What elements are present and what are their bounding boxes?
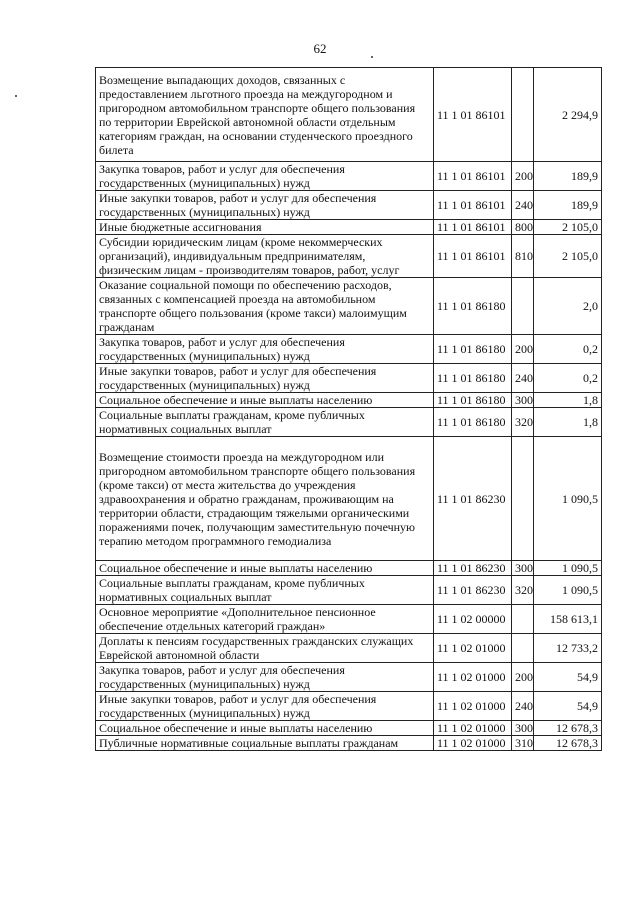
budget-item-name: Оказание социальной помощи по обеспечению расходов, связанных с компенсацией проезда на автомобильном транспорте общего пользования (кроме такси) малоимущим гражданам (96, 278, 434, 335)
budget-item-name: Социальные выплаты гражданам, кроме публичных нормативных социальных выплат (96, 576, 434, 605)
budget-item-amount: 12 678,3 (534, 736, 602, 751)
budget-item-amount: 158 613,1 (534, 605, 602, 634)
table-row (96, 692, 602, 721)
budget-item-code: 11 1 01 86180 (434, 278, 512, 335)
table-row (96, 235, 602, 278)
budget-item-expense-type: 320 (512, 408, 534, 437)
budget-item-amount: 2 105,0 (534, 235, 602, 278)
budget-item-name: Социальное обеспечение и иные выплаты населению (96, 393, 434, 408)
scan-speck (15, 95, 17, 97)
budget-item-name: Иные закупки товаров, работ и услуг для обеспечения государственных (муниципальных) нужд (96, 364, 434, 393)
budget-item-expense-type: 310 (512, 736, 534, 751)
budget-item-code: 11 1 01 86180 (434, 335, 512, 364)
table-row (96, 576, 602, 605)
budget-item-code: 11 1 01 86230 (434, 576, 512, 605)
table-row (96, 278, 602, 335)
budget-item-amount: 12 733,2 (534, 634, 602, 663)
budget-item-code: 11 1 01 86230 (434, 561, 512, 576)
table-row (96, 736, 602, 751)
scan-speck (371, 56, 373, 58)
budget-item-code: 11 1 02 00000 (434, 605, 512, 634)
budget-item-expense-type: 240 (512, 364, 534, 393)
budget-item-code: 11 1 01 86101 (434, 162, 512, 191)
table-row (96, 437, 602, 561)
budget-item-name: Доплаты к пенсиям государственных гражданских служащих Еврейской автономной области (96, 634, 434, 663)
budget-item-expense-type: 240 (512, 692, 534, 721)
budget-item-amount: 54,9 (534, 663, 602, 692)
budget-item-amount: 12 678,3 (534, 721, 602, 736)
budget-item-amount: 1 090,5 (534, 576, 602, 605)
budget-item-code: 11 1 01 86180 (434, 393, 512, 408)
table-row (96, 393, 602, 408)
budget-item-expense-type (512, 278, 534, 335)
budget-item-expense-type: 240 (512, 191, 534, 220)
budget-item-amount: 1 090,5 (534, 561, 602, 576)
budget-item-code: 11 1 01 86101 (434, 191, 512, 220)
budget-item-expense-type: 200 (512, 162, 534, 191)
budget-item-amount: 1,8 (534, 408, 602, 437)
budget-table-body (96, 68, 602, 751)
budget-item-amount: 54,9 (534, 692, 602, 721)
table-row (96, 721, 602, 736)
budget-item-name: Закупка товаров, работ и услуг для обеспечения государственных (муниципальных) нужд (96, 663, 434, 692)
budget-item-code: 11 1 02 01000 (434, 692, 512, 721)
budget-item-expense-type: 200 (512, 335, 534, 364)
budget-item-code: 11 1 02 01000 (434, 663, 512, 692)
budget-item-expense-type: 300 (512, 721, 534, 736)
table-row (96, 191, 602, 220)
budget-item-name: Основное мероприятие «Дополнительное пенсионное обеспечение отдельных категорий граждан» (96, 605, 434, 634)
page-number: 62 (313, 41, 327, 56)
budget-item-code: 11 1 01 86101 (434, 68, 512, 162)
budget-item-amount: 2,0 (534, 278, 602, 335)
budget-item-expense-type (512, 634, 534, 663)
budget-item-name: Закупка товаров, работ и услуг для обеспечения государственных (муниципальных) нужд (96, 335, 434, 364)
table-row (96, 162, 602, 191)
budget-item-expense-type: 300 (512, 561, 534, 576)
budget-item-name: Иные бюджетные ассигнования (96, 220, 434, 235)
table-row (96, 561, 602, 576)
table-row (96, 408, 602, 437)
budget-item-name: Социальное обеспечение и иные выплаты населению (96, 721, 434, 736)
budget-item-expense-type: 810 (512, 235, 534, 278)
budget-item-code: 11 1 01 86180 (434, 364, 512, 393)
budget-item-expense-type (512, 605, 534, 634)
budget-item-expense-type: 320 (512, 576, 534, 605)
budget-table (95, 67, 602, 751)
budget-item-expense-type (512, 68, 534, 162)
budget-item-amount: 189,9 (534, 162, 602, 191)
budget-item-amount: 2 105,0 (534, 220, 602, 235)
budget-item-expense-type: 200 (512, 663, 534, 692)
budget-item-name: Публичные нормативные социальные выплаты гражданам (96, 736, 434, 751)
budget-item-name: Закупка товаров, работ и услуг для обеспечения государственных (муниципальных) нужд (96, 162, 434, 191)
budget-item-name: Социальное обеспечение и иные выплаты населению (96, 561, 434, 576)
budget-item-amount: 0,2 (534, 364, 602, 393)
budget-item-name: Иные закупки товаров, работ и услуг для обеспечения государственных (муниципальных) нужд (96, 191, 434, 220)
budget-item-expense-type (512, 437, 534, 561)
budget-item-expense-type: 300 (512, 393, 534, 408)
budget-item-name: Возмещение выпадающих доходов, связанных с предоставлением льготного проезда на междугородном и пригородном автомобильном транспорте общего пользования по территории Еврейской автономной области отдельным категориям граждан, на основании студенческого проездного билета (96, 68, 434, 162)
table-row (96, 605, 602, 634)
budget-item-name: Иные закупки товаров, работ и услуг для обеспечения государственных (муниципальных) нужд (96, 692, 434, 721)
budget-item-code: 11 1 02 01000 (434, 721, 512, 736)
budget-item-name: Субсидии юридическим лицам (кроме некоммерческих организаций), индивидуальным предпринимателям, физическим лицам - производителям товаров, работ, услуг (96, 235, 434, 278)
budget-item-expense-type: 800 (512, 220, 534, 235)
table-row (96, 220, 602, 235)
table-row (96, 364, 602, 393)
budget-item-amount: 2 294,9 (534, 68, 602, 162)
table-row (96, 68, 602, 162)
budget-item-code: 11 1 01 86180 (434, 408, 512, 437)
budget-item-code: 11 1 01 86230 (434, 437, 512, 561)
budget-item-code: 11 1 01 86101 (434, 235, 512, 278)
budget-item-code: 11 1 02 01000 (434, 634, 512, 663)
budget-item-amount: 0,2 (534, 335, 602, 364)
budget-item-amount: 189,9 (534, 191, 602, 220)
budget-item-name: Социальные выплаты гражданам, кроме публичных нормативных социальных выплат (96, 408, 434, 437)
budget-item-name: Возмещение стоимости проезда на междугородном или пригородном автомобильном транспорте общего пользования (кроме такси) от места жительства до учреждения здравоохранения и обратно гражданам, проживающим на территории области, страдающим тяжелыми органическими поражениями почек, получающим заместительную почечную терапию методом программного гемодиализа (96, 437, 434, 561)
budget-item-code: 11 1 01 86101 (434, 220, 512, 235)
table-row (96, 634, 602, 663)
budget-item-amount: 1 090,5 (534, 437, 602, 561)
table-row (96, 663, 602, 692)
table-row (96, 335, 602, 364)
budget-item-code: 11 1 02 01000 (434, 736, 512, 751)
budget-item-amount: 1,8 (534, 393, 602, 408)
